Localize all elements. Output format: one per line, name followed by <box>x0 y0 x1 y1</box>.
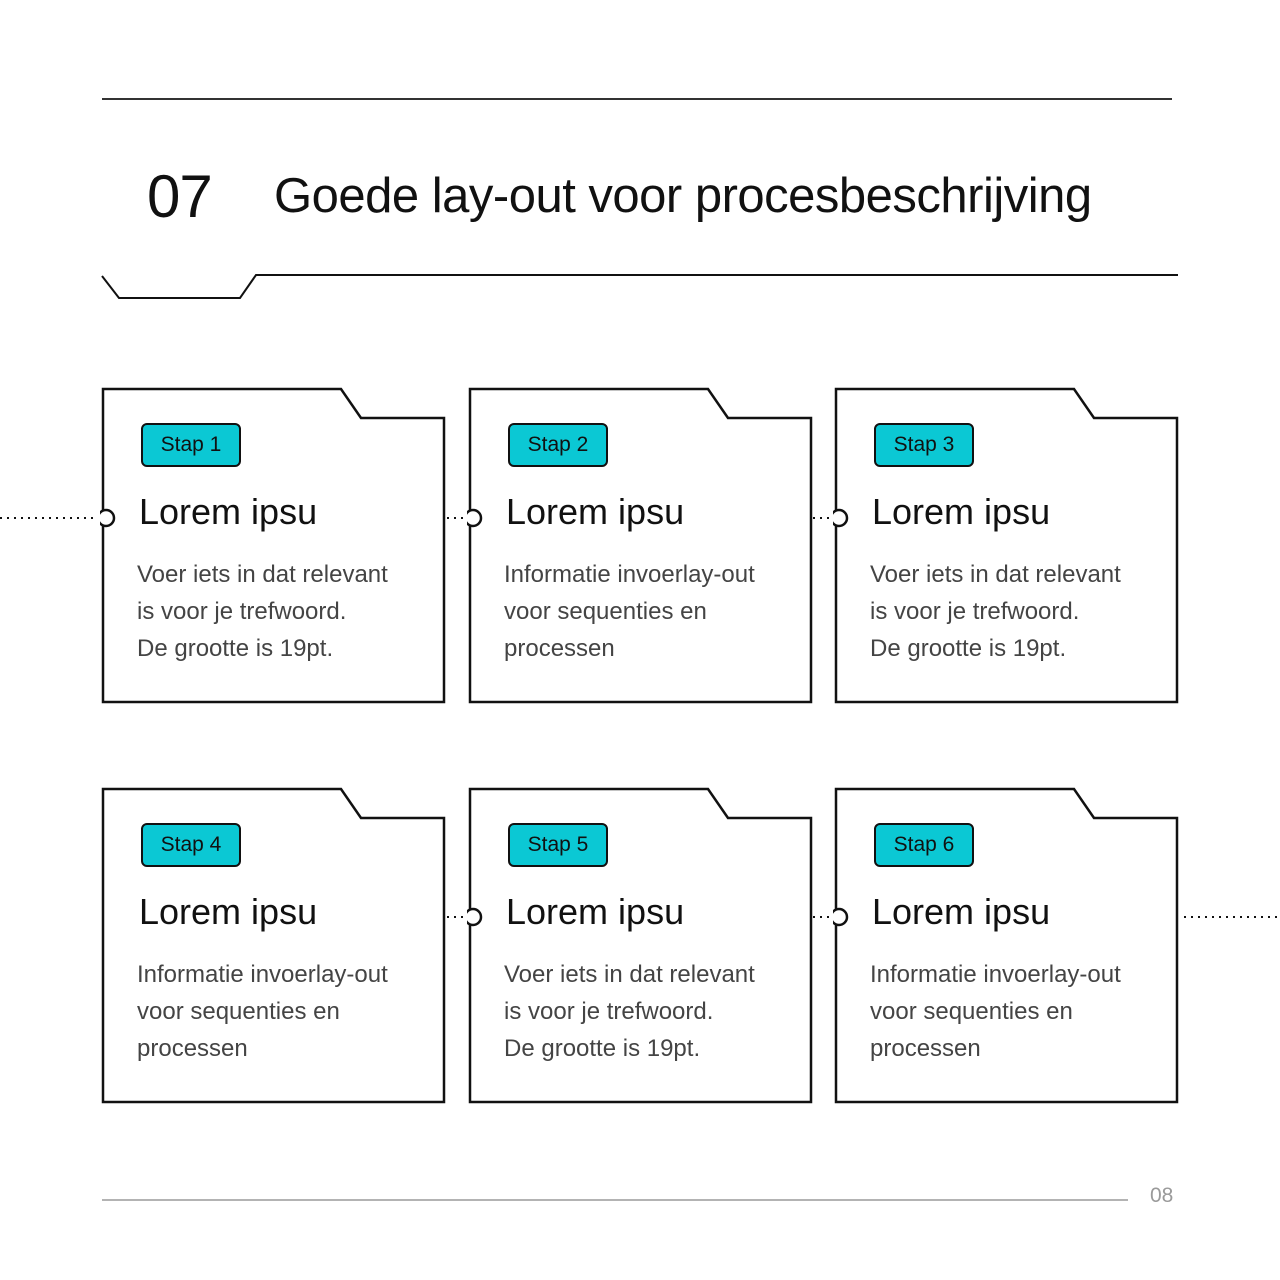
description-line: processen <box>504 635 615 662</box>
step-badge: Stap 1 <box>141 423 241 467</box>
description-line: is voor je trefwoord. <box>504 998 714 1025</box>
header-underline <box>102 275 1178 298</box>
section-number: 07 <box>147 163 212 230</box>
step-description <box>870 956 1170 1067</box>
description-line: De grootte is 19pt. <box>504 1035 701 1062</box>
step-card-3 <box>833 386 1179 706</box>
connector-node <box>833 510 847 526</box>
page-number: 08 <box>1150 1184 1174 1207</box>
description-line: processen <box>137 1035 248 1062</box>
step-description <box>504 956 804 1067</box>
step-title: Lorem ipsu <box>139 491 318 532</box>
description-line: voor sequenties en <box>504 598 707 625</box>
connector-node <box>467 510 481 526</box>
description-line: Voer iets in dat relevant <box>504 961 755 988</box>
connector-node <box>467 909 481 925</box>
step-badge: Stap 2 <box>508 423 608 467</box>
step-badge: Stap 4 <box>141 823 241 867</box>
step-title: Lorem ipsu <box>506 491 685 532</box>
description-line: voor sequenties en <box>870 998 1073 1025</box>
description-line: De grootte is 19pt. <box>870 635 1067 662</box>
page-title: Goede lay-out voor procesbeschrijving <box>274 169 1092 223</box>
step-description <box>137 956 437 1067</box>
step-title: Lorem ipsu <box>506 891 685 932</box>
step-card-1 <box>100 386 446 706</box>
step-title: Lorem ipsu <box>872 491 1051 532</box>
connector-node <box>833 909 847 925</box>
step-card-5 <box>467 786 813 1106</box>
step-card-6 <box>833 786 1179 1106</box>
step-description <box>137 556 437 667</box>
description-line: Voer iets in dat relevant <box>137 561 388 588</box>
description-line: voor sequenties en <box>137 998 340 1025</box>
description-line: is voor je trefwoord. <box>137 598 347 625</box>
step-badge: Stap 5 <box>508 823 608 867</box>
description-line: Voer iets in dat relevant <box>870 561 1121 588</box>
step-card-4 <box>100 786 446 1106</box>
connector-node <box>100 510 114 526</box>
description-line: Informatie invoerlay-out <box>137 961 388 988</box>
description-line: is voor je trefwoord. <box>870 598 1080 625</box>
step-title: Lorem ipsu <box>872 891 1051 932</box>
step-badge: Stap 6 <box>874 823 974 867</box>
description-line: processen <box>870 1035 981 1062</box>
step-badge: Stap 3 <box>874 423 974 467</box>
description-line: Informatie invoerlay-out <box>870 961 1121 988</box>
step-description <box>870 556 1170 667</box>
step-description <box>504 556 804 667</box>
description-line: Informatie invoerlay-out <box>504 561 755 588</box>
step-title: Lorem ipsu <box>139 891 318 932</box>
description-line: De grootte is 19pt. <box>137 635 334 662</box>
step-card-2 <box>467 386 813 706</box>
